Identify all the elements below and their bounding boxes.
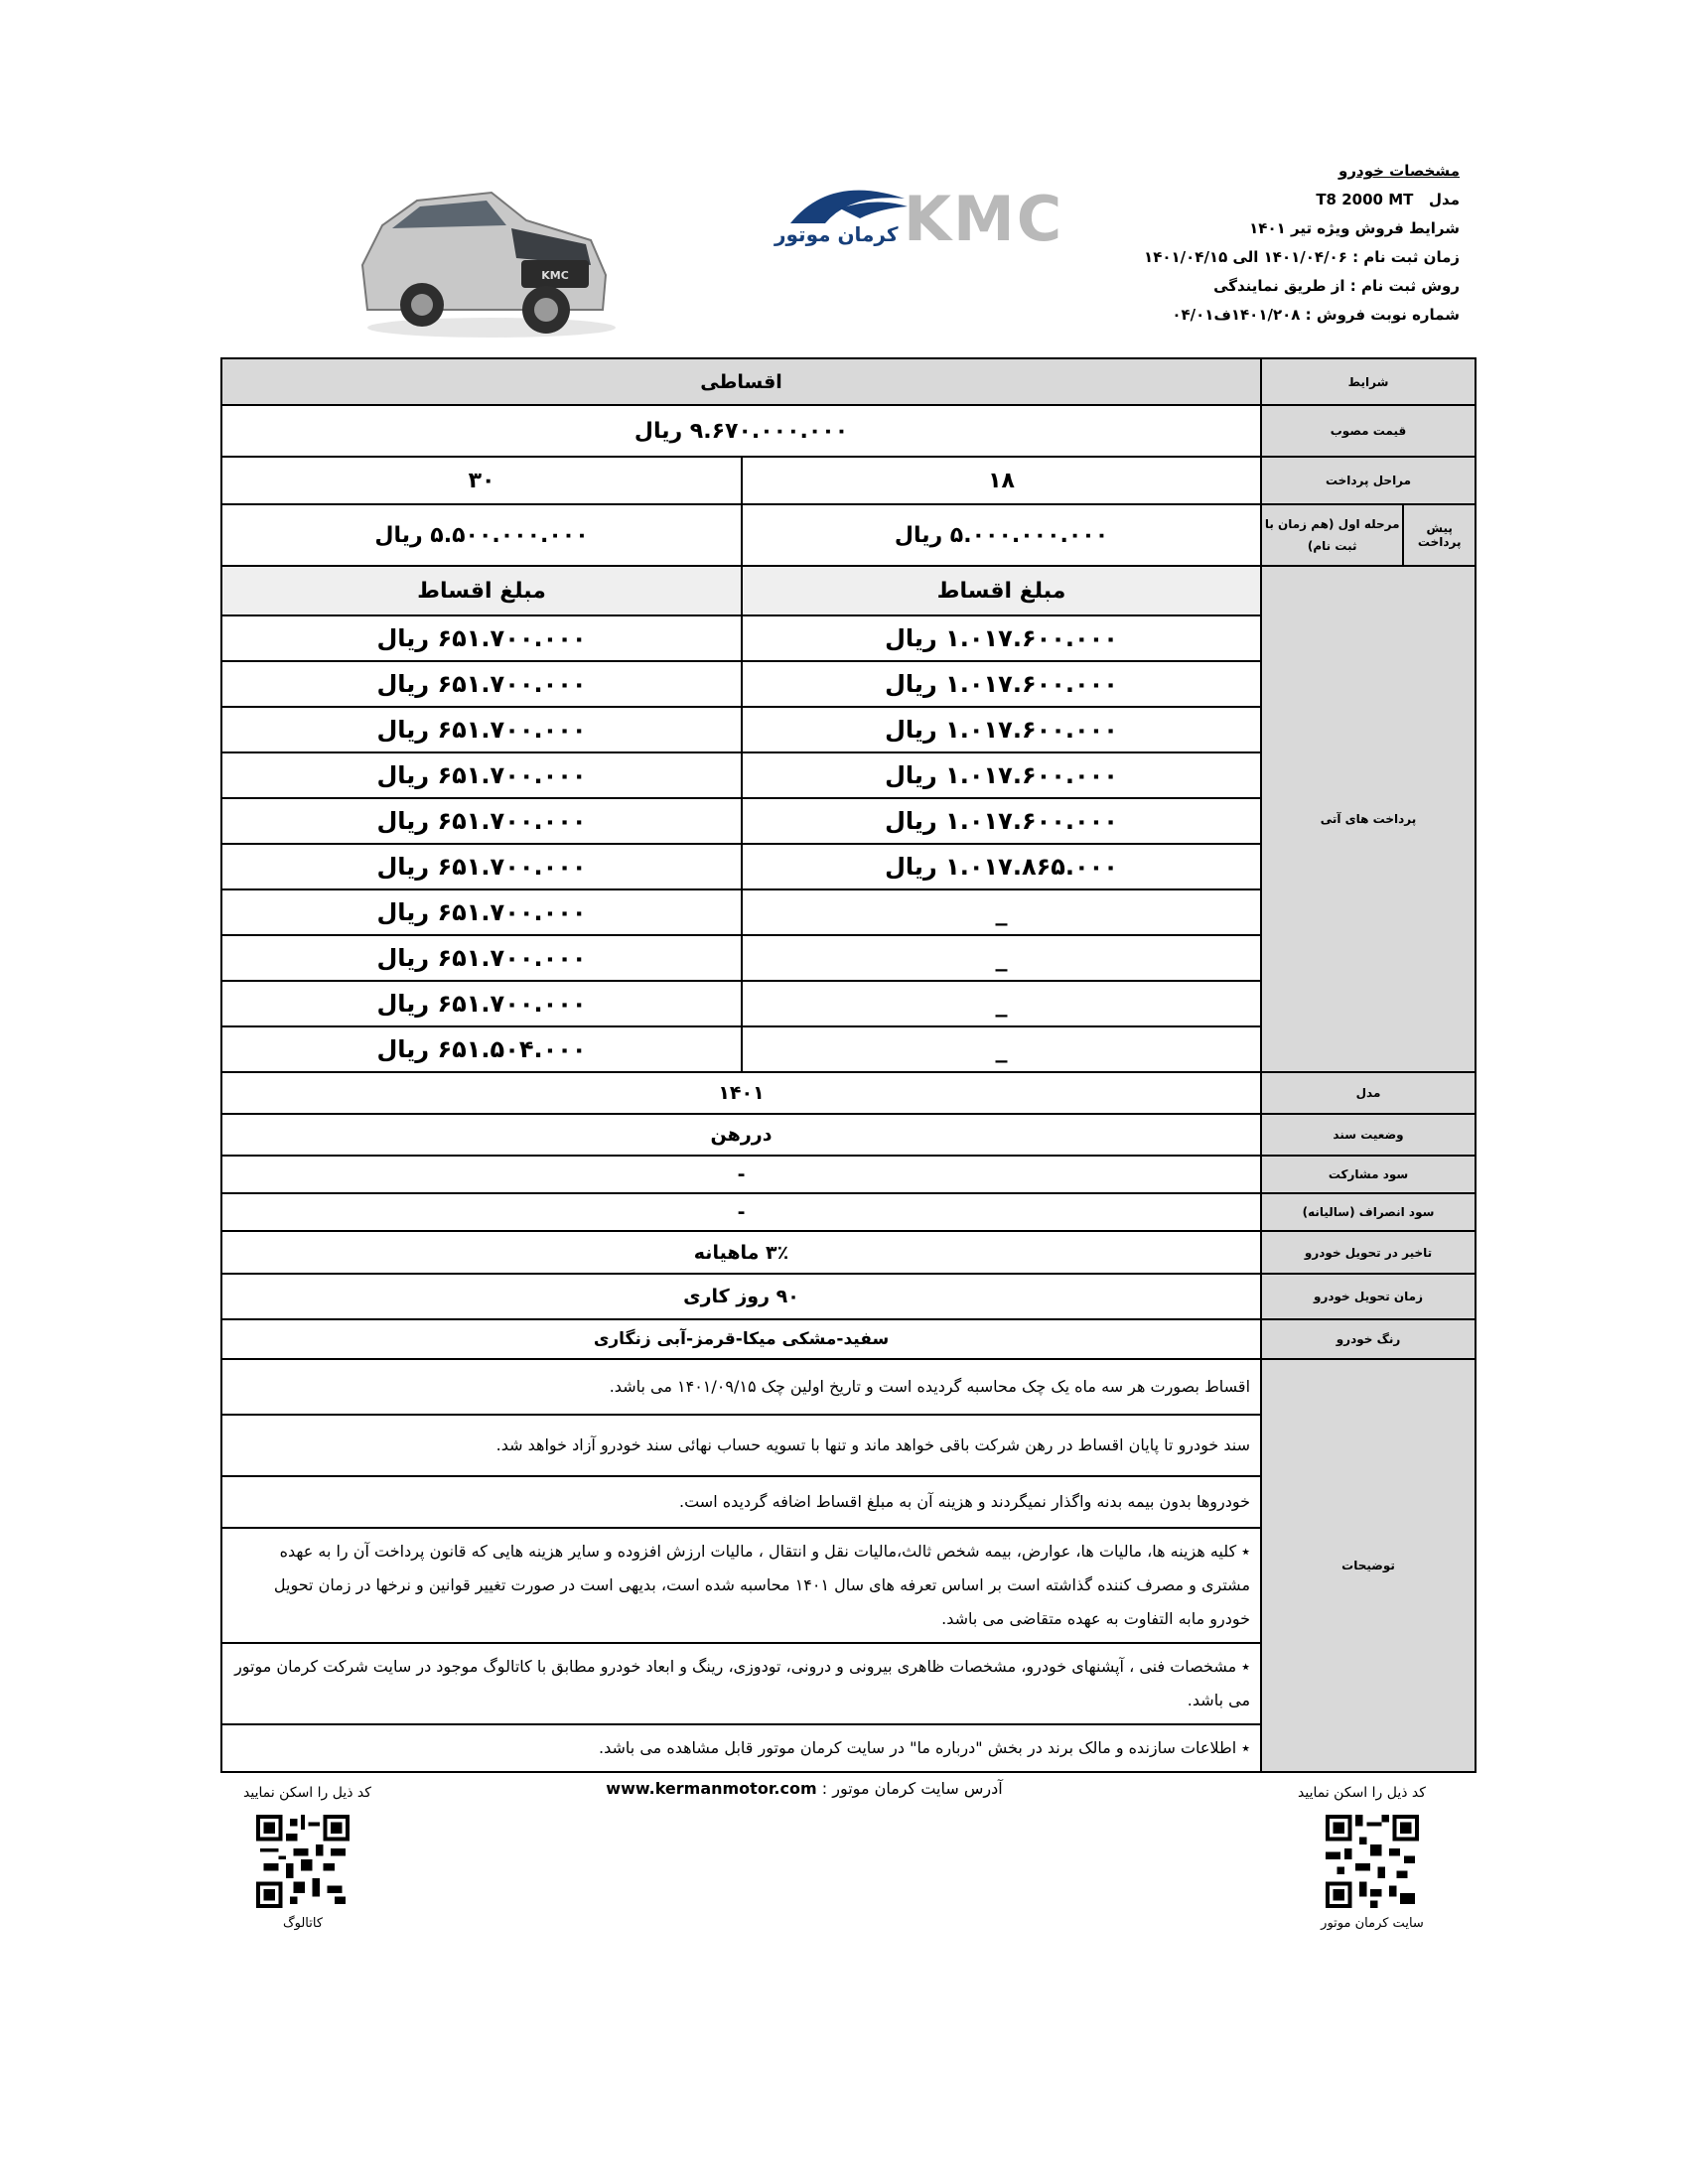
- note-4: ٭ کلیه هزینه ها، مالیات ها، عوارض، بیمه شخص ثالث،مالیات نقل و انتقال ، مالیات ارزش افزوده و سایر هزینه هایی که قانون پرداخت آن را به عهده مشتری و مصرف کننده گذاشته است بر اساس تعرفه های سال ۱۴۰۱ محاسبه شده است، بدیهی است در صورت تغییر قوانین و نرخها در زمان تحویل خودرو مابه التفاوت به عهده متقاضی می باشد.: [221, 1528, 1261, 1643]
- spec-registration-method: روش ثبت نام : از طریق نمایندگی: [1213, 277, 1460, 295]
- kmc-logo: [773, 179, 1064, 258]
- label-first-stage: مرحله اول (هم زمان با ثبت نام): [1262, 505, 1403, 565]
- installment-header-30: مبلغ اقساط: [221, 566, 742, 615]
- installment-18-10: _: [742, 1026, 1261, 1072]
- installment-18-3: ۱.۰۱۷.۶۰۰.۰۰۰ ریال: [742, 707, 1261, 752]
- label-delivery-time: زمان تحویل خودرو: [1261, 1274, 1476, 1319]
- spec-registration-time: زمان ثبت نام : ۱۴۰۱/۰۴/۰۶ الی ۱۴۰۱/۰۴/۱۵: [1144, 248, 1460, 266]
- installment-header-18: مبلغ اقساط: [742, 566, 1261, 615]
- label-conditions: شرایط: [1261, 358, 1476, 405]
- kerman-motor-logo-text: کرمان موتور: [774, 222, 899, 246]
- installment-30-10: ۶۵۱.۵۰۴.۰۰۰ ریال: [221, 1026, 742, 1072]
- website-url[interactable]: www.kermanmotor.com: [606, 1779, 817, 1798]
- label-approved-price: قیمت مصوب: [1261, 405, 1476, 457]
- spec-sale-number: شماره نوبت فروش : ۱۴۰۱/۲۰۸ف۰۴/۰۱: [1172, 306, 1460, 324]
- cancellation-profit-value: -: [221, 1193, 1261, 1231]
- caption-website: سایت کرمان موتور: [1321, 1916, 1424, 1931]
- label-prepayment: پیش پرداخت: [1403, 505, 1475, 565]
- installment-30-1: ۶۵۱.۷۰۰.۰۰۰ ریال: [221, 615, 742, 661]
- delivery-delay-value: ۳٪ ماهیانه: [221, 1231, 1261, 1274]
- approved-price-value: ۹.۶۷۰.۰۰۰.۰۰۰ ریال: [221, 405, 1261, 457]
- color-value: سفید-مشکی میکا-قرمز-آبی زنگاری: [221, 1319, 1261, 1359]
- car-grille-badge: KMC: [541, 269, 569, 282]
- installment-30-6: ۶۵۱.۷۰۰.۰۰۰ ریال: [221, 844, 742, 889]
- installment-18-4: ۱.۰۱۷.۶۰۰.۰۰۰ ریال: [742, 752, 1261, 798]
- installment-table: [220, 357, 1477, 1773]
- note-3: خودروها بدون بیمه بدنه واگذار نمیگردند و هزینه آن به مبلغ اقساط اضافه گردیده است.: [221, 1476, 1261, 1528]
- label-payment-stages: مراحل پرداخت: [1261, 457, 1476, 504]
- label-installments: پرداخت های آتی: [1261, 566, 1476, 1072]
- installment-30-3: ۶۵۱.۷۰۰.۰۰۰ ریال: [221, 707, 742, 752]
- note-6: ٭ اطلاعات سازنده و مالک برند در بخش "درباره ما" در سایت کرمان موتور قابل مشاهده می باشد.: [221, 1724, 1261, 1772]
- installment-18-5: ۱.۰۱۷.۶۰۰.۰۰۰ ریال: [742, 798, 1261, 844]
- qr-code-website-icon[interactable]: [1314, 1815, 1431, 1908]
- spec-model: مدل T8 2000 MT: [1316, 191, 1460, 208]
- label-notes: توضیحات: [1261, 1359, 1476, 1772]
- website-label: آدرس سایت کرمان موتور :: [821, 1779, 1003, 1798]
- label-cancellation-profit: سود انصراف (سالیانه): [1261, 1193, 1476, 1231]
- label-delivery-delay: تاخیر در تحویل خودرو: [1261, 1231, 1476, 1274]
- pickup-truck-image: [343, 171, 621, 340]
- installment-18-6: ۱.۰۱۷.۸۶۵.۰۰۰ ریال: [742, 844, 1261, 889]
- spec-title: مشخصات خودرو: [1338, 162, 1460, 180]
- note-2: سند خودرو تا پایان اقساط در رهن شرکت باقی خواهد ماند و تنها با تسویه حساب نهائی سند خودرو آزاد خواهد شد.: [221, 1415, 1261, 1476]
- prepayment-18: ۵.۰۰۰.۰۰۰.۰۰۰ ریال: [742, 504, 1261, 566]
- label-model: مدل: [1261, 1072, 1476, 1114]
- scan-hint-right: کد ذیل را اسکن نمایید: [1298, 1785, 1426, 1801]
- model-value: ۱۴۰۱: [221, 1072, 1261, 1114]
- stage-30: ۳۰: [221, 457, 742, 504]
- installment-18-2: ۱.۰۱۷.۶۰۰.۰۰۰ ریال: [742, 661, 1261, 707]
- scan-hint-left: کد ذیل را اسکن نمایید: [243, 1785, 371, 1801]
- participation-profit-value: -: [221, 1156, 1261, 1193]
- label-participation-profit: سود مشارکت: [1261, 1156, 1476, 1193]
- spec-sale-conditions: شرایط فروش ویژه تیر ۱۴۰۱: [1249, 219, 1460, 237]
- installment-18-8: _: [742, 935, 1261, 981]
- installment-30-2: ۶۵۱.۷۰۰.۰۰۰ ریال: [221, 661, 742, 707]
- delivery-time-value: ۹۰ روز کاری: [221, 1274, 1261, 1319]
- prepayment-label-cell: [1261, 504, 1476, 566]
- conditions-value: اقساطی: [221, 358, 1261, 405]
- label-color: رنگ خودرو: [1261, 1319, 1476, 1359]
- note-1: اقساط بصورت هر سه ماه یک چک محاسبه گردیده است و تاریخ اولین چک ۱۴۰۱/۰۹/۱۵ می باشد.: [221, 1359, 1261, 1415]
- qr-code-catalog-icon[interactable]: [244, 1815, 361, 1908]
- installment-18-7: _: [742, 889, 1261, 935]
- installment-18-1: ۱.۰۱۷.۶۰۰.۰۰۰ ریال: [742, 615, 1261, 661]
- installment-18-9: _: [742, 981, 1261, 1026]
- prepayment-30: ۵.۵۰۰.۰۰۰.۰۰۰ ریال: [221, 504, 742, 566]
- website-line: [596, 1779, 1013, 1798]
- note-5: ٭ مشخصات فنی ، آپشنهای خودرو، مشخصات ظاهری بیرونی و درونی، تودوزی، رینگ و ابعاد خودرو مطابق با کاتالوگ موجود در سایت شرکت کرمان موتور می باشد.: [221, 1643, 1261, 1724]
- deed-status-value: دررهن: [221, 1114, 1261, 1156]
- label-deed-status: وضعیت سند: [1261, 1114, 1476, 1156]
- stage-18: ۱۸: [742, 457, 1261, 504]
- installment-30-7: ۶۵۱.۷۰۰.۰۰۰ ریال: [221, 889, 742, 935]
- installment-30-4: ۶۵۱.۷۰۰.۰۰۰ ریال: [221, 752, 742, 798]
- installment-30-9: ۶۵۱.۷۰۰.۰۰۰ ریال: [221, 981, 742, 1026]
- installment-30-5: ۶۵۱.۷۰۰.۰۰۰ ریال: [221, 798, 742, 844]
- kmc-logo-text: KMC: [904, 183, 1064, 255]
- caption-catalog: کاتالوگ: [282, 1916, 324, 1931]
- installment-30-8: ۶۵۱.۷۰۰.۰۰۰ ریال: [221, 935, 742, 981]
